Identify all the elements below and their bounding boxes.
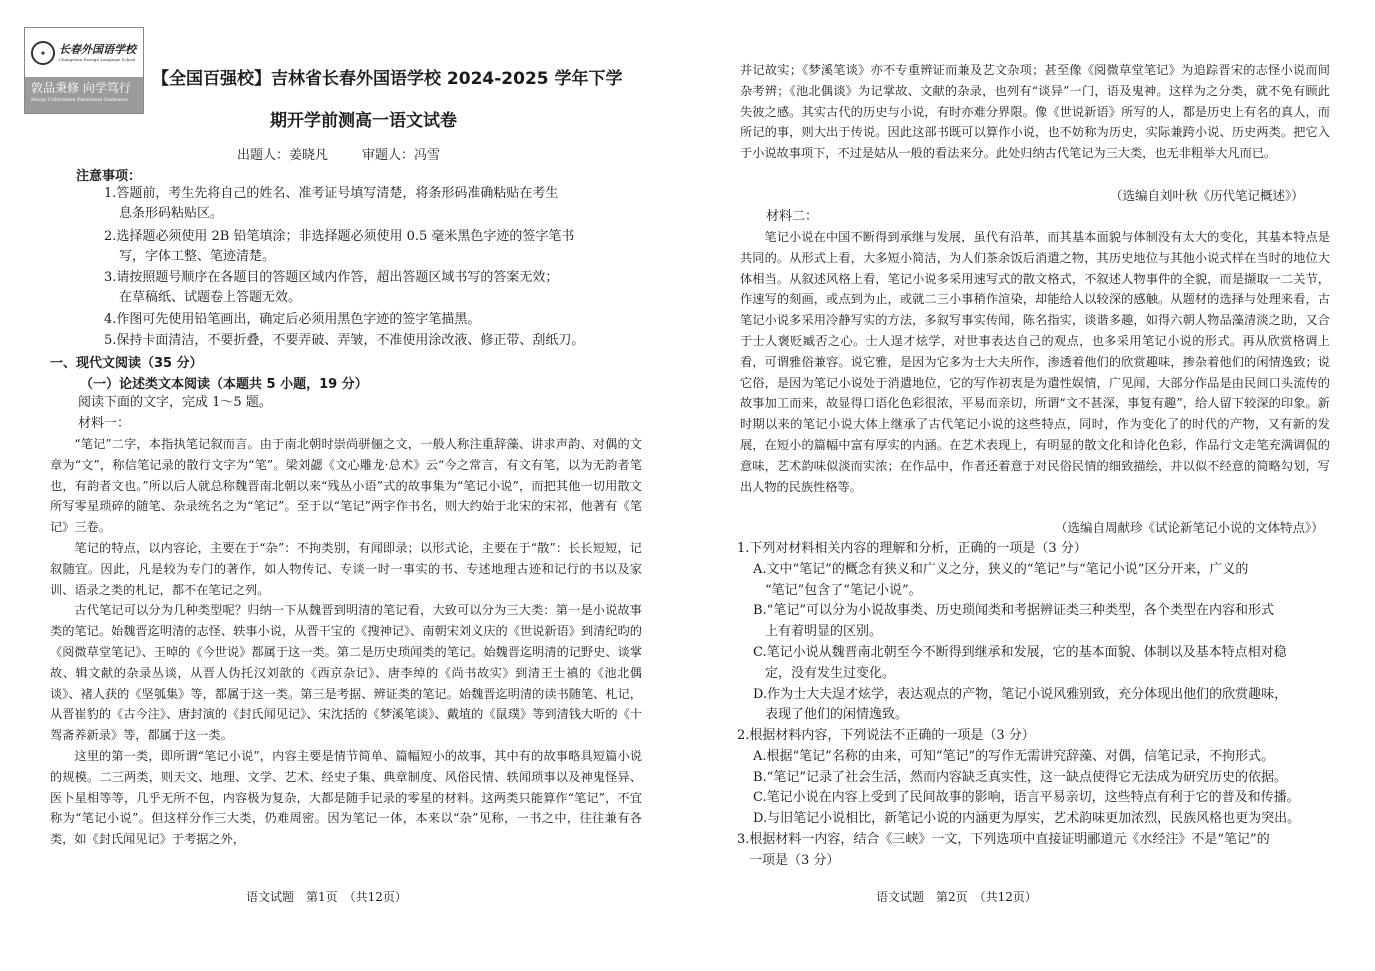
material1-source: （选编自刘叶秋《历代笔记概述》） bbox=[1110, 188, 1304, 203]
school-motto: 敦品秉修 向学笃行 bbox=[31, 81, 131, 95]
material2-label: 材料二： bbox=[766, 209, 819, 224]
reading-instruction: 阅读下面的文字，完成 1～5 题。 bbox=[78, 395, 272, 410]
school-logo bbox=[24, 27, 144, 114]
page-footer-right: 语文试题 第2页 （共12页） bbox=[876, 890, 1037, 904]
material1-label: 材料一： bbox=[78, 416, 131, 431]
option-c: C.笔记小说在内容上受到了民间故事的影响，语言平易亲切，这些特点有利于它的普及和传播。 bbox=[753, 790, 1300, 806]
note-item: 3.请按照题号顺序在各题目的答题区域内作答，超出答题区域书写的答案无效； 在草稿纸、试题卷上答题无效。 bbox=[104, 270, 559, 305]
question-2: 2.根据材料内容，下列说法不正确的一项是（3 分） A.根据“笔记”名称的由来，可知“笔记”的写作无需讲究辞藻、对偶，信笔记录，不拘形式。 B.“笔记”记录了社会生活，然而内容缺乏真实性，这一缺点使得它无法成为研究历史的依据。 C.笔记小说在内容上受到了民间故事的影响，语言平易亲切，这些特点有利于它的普及和传播。 D.与旧笔记小说相比，新笔记小说的内涵更为厚实，艺术韵味更加浓烈，民族风格也更为突出。 bbox=[737, 726, 1332, 830]
material2-source: （选编自周献珍《试论新笔记小说的文体特点》） bbox=[1055, 520, 1324, 535]
page-title-line1: 【全国百强校】吉林省长春外国语学校 2024-2025 学年下学 bbox=[152, 69, 623, 89]
option-a: A.文中“笔记”的概念有狭义和广义之分，狭义的“笔记”与“笔记小说”区分开来，广义的 “笔记”包含了“笔记小说”。 bbox=[753, 561, 1249, 598]
option-a: A.根据“笔记”名称的由来，可知“笔记”的写作无需讲究辞藻、对偶，信笔记录，不拘形式。 bbox=[753, 748, 1275, 764]
note-item: 1.答题前，考生先将自己的姓名、准考证号填写清楚，将条形码准确粘贴在考生 息条形码粘贴区。 bbox=[104, 186, 559, 221]
material1-paragraph: 这里的第一类，即所谓“笔记小说”，内容主要是情节简单、篇幅短小的故事，其中有的故事略具短篇小说的规模。二三两类，则天文、地理、文学、艺术、经史子集、典章制度、风俗民情、轶闻琐事以及神鬼怪异、医卜星相等等，几乎无所不包，内容极为复杂，大都是随手记录的零星的材料。这两类只能算作“笔记”，不宜称为“笔记小说”。但这样分作三大类，仍难周密。因为笔记一体，本来以“杂”见称，一书之中，往往兼有各类，如《封氏闻见记》于考据之外， bbox=[50, 748, 642, 847]
reviewer: 审题人：冯雪 bbox=[362, 148, 441, 163]
note-item: 4.作图可先使用铅笔画出，确定后必须用黑色字迹的签字笔描黑。 bbox=[104, 312, 481, 327]
option-d: D.作为士大夫逞才炫学，表达观点的产物，笔记小说风雅别致，充分体现出他们的欣赏趣味， 表现了他们的闲情逸致。 bbox=[753, 686, 1288, 723]
school-name: 长春外国语学校 bbox=[59, 43, 136, 56]
material2-body: 笔记小说在中国不断得到承继与发展，虽代有沿革，而其基本面貌与体制没有太大的变化，其基本特点是共同的。从形式上看，大多短小简洁，为人们茶余饭后消遣之物，其历史地位与其他小说式样在当时的地位大体相当。从叙述风格上看，笔记小说多采用速写式的散文格式，不叙述人物事件的全貌，而是撷取一二关节，作速写的刻画，或点到为止，或就二三小事稍作渲染，却能给人以较深的感触。从题材的选择与处理来看，古笔记小说多采用冷静写实的方法，多叙写事实传闻，陈名指实，谈谐多趣，如得六朝人物品藻清淡之助，又合于士人褒贬臧否之心。士人逞才炫学，对世事表达自己的观点，也多采用笔记小说的形式。再从欣赏格调上看，可谓雅俗兼容。说它雅，是因为它多为士大夫所作，渗透着他们的欣赏趣味，掺杂着他们的闲情逸致；说它俗，是因为笔记小说处于消遣地位，它的写作初衷是为遣性娱情，广见闻，大部分作品是由民间口头流传的故事加工而来，故显得口语化色彩很浓，平易而亲切，所谓“文不甚深，事复有趣”，给人留下较深的印象。新时期以来的笔记小说大体上继承了古代笔记小说的这些特点，同时，作为变化了的时代的产物，又有新的发展，在短小的篇幅中富有厚实的内涵。在艺术表现上，有明显的散文化和诗化色彩，作品行文走笔充满调侃的意味，艺术韵味似淡而实浓；在作品中，作者还着意于对民俗民情的细致描绘，并以似不经意的简略勾划，写出人物的民族性格等。 bbox=[740, 230, 1330, 494]
question-3: 3.根据材料一内容，结合《三峡》一文，下列选项中直接证明郦道元《水经注》不是“笔记”的 一项是（3 分） bbox=[737, 832, 1270, 868]
setter: 出题人：姜晓凡 bbox=[237, 148, 329, 163]
note-item: 2.选择题必须使用 2B 铅笔填涂；非选择题必须使用 0.5 毫米黑色字迹的签字笔书 写，字体工整、笔迹清楚。 bbox=[104, 229, 575, 264]
note-item: 5.保持卡面清洁，不要折叠，不要弄破、弄皱，不准使用涂改液、修正带、刮纸刀。 bbox=[104, 333, 585, 348]
notes-heading: 注意事项： bbox=[76, 169, 142, 184]
material1-paragraph: “笔记”二字，本指执笔记叙而言。由于南北朝时崇尚骈俪之文，一般人称注重辞藻、讲求声韵、对偶的文章为“文”，称信笔记录的散行文字为“笔”。梁刘勰《文心雕龙·总术》云“今之常言，有文有笔，以为无韵者笔也，有韵者文也。”所以后人就总称魏晋南北朝以来“残丛小语”式的故事集为“笔记小说”，而把其他一切用散文所写零星琐碎的随笔、杂录统名之为“笔记”。至于以“笔记”两字作书名，则大约始于北宋的宋祁，他著有《笔记》三卷。 bbox=[50, 437, 642, 535]
page-footer-left: 语文试题 第1页 （共12页） bbox=[246, 890, 407, 904]
page-title-line2: 期开学前测高一语文试卷 bbox=[270, 111, 457, 131]
authors bbox=[237, 144, 440, 163]
material1-body bbox=[50, 434, 642, 850]
school-seal-icon: ✦ bbox=[31, 41, 55, 65]
material1-paragraph: 笔记的特点，以内容论，主要在于“杂”：不拘类别，有闻即录；以形式论，主要在于“散”：长长短短，记叙随宜。因此，凡是较为专门的著作，如人物传记、专谈一时一事实的书、专述地理古迹和记行的书以及家训、语录之类的札记，都不在笔记之列。 bbox=[50, 540, 642, 597]
material1-continued: 并记故实；《梦溪笔谈》亦不专重辨证而兼及艺文杂项；甚至像《阅微草堂笔记》为追踪晋宋的志怪小说而间杂考辨；《池北偶谈》为记掌故、文献的杂录，也列有“谈异”一门，语及鬼神。这样为之分类，就不免有顾此失彼之感。其实古代的历史与小说，有时亦难分界限。像《世说新语》所写的人，都是历史上有名的真人，而所记的事，则大出于传说。因此这部书既可以算作小说，也不妨称为历史，实际兼跨小说、历史两类。把它入于小说故事项下，不过是姑从一般的看法来分。此处归纳古代笔记为三大类，也无非粗举大凡而已。 bbox=[740, 63, 1330, 161]
school-motto-en: Moral Cultivation Persistent Endeavor bbox=[31, 97, 129, 103]
material1-paragraph: 古代笔记可以分为几种类型呢？归纳一下从魏晋到明清的笔记看，大致可以分为三大类：第一是小说故事类的笔记。始魏晋迄明清的志怪、轶事小说，从晋干宝的《搜神记》、南朝宋刘义庆的《世说新语》到清纪昀的《阅微草堂笔记》、王晫的《今世说》都属于这一类。第二是历史琐闻类的笔记。始魏晋迄明清的记野史、谈掌故、辑文献的杂录丛谈，从晋人伪托汉刘歆的《西京杂记》、唐李绰的《尚书故实》到清王士禛的《池北偶谈》、褚人获的《坚瓠集》等，都属于这一类。第三是考据、辨证类的笔记。始魏晋迄明清的读书随笔、札记，从晋崔豹的《古今注》、唐封演的《封氏闻见记》、宋沈括的《梦溪笔谈》、戴埴的《鼠璞》等到清钱大昕的《十驾斋养新录》等，都属于这一类。 bbox=[50, 603, 642, 743]
school-name-en: Changchun Foreign Language School bbox=[59, 57, 136, 62]
section-title: 一、现代文阅读（35 分） bbox=[50, 356, 203, 371]
option-c: C.笔记小说从魏晋南北朝至今不断得到继承和发展，它的基本面貌、体制以及基本特点相对稳 定，没有发生过变化。 bbox=[753, 644, 1287, 681]
option-b: B.“笔记”可以分为小说故事类、历史琐闻类和考据辨证类三种类型，各个类型在内容和形式 上有着明显的区别。 bbox=[753, 603, 1274, 640]
option-d: D.与旧笔记小说相比，新笔记小说的内涵更为厚实，艺术韵味更加浓烈，民族风格也更为突出。 bbox=[753, 811, 1301, 827]
subsection-title: （一）论述类文本阅读（本题共 5 小题，19 分） bbox=[80, 377, 368, 392]
question-1: 1.下列对材料相关内容的理解和分析，正确的一项是（3 分） A.文中“笔记”的概念有狭义和广义之分，狭义的“笔记”与“笔记小说”区分开来，广义的 “笔记”包含了“笔记小说”。 B.“笔记”可以分为小说故事类、历史琐闻类和考据辨证类三种类型，各个类型在内容和形式 上有着明显的区别。 C.笔记小说从魏晋南北朝至今不断得到继承和发展，它的基本面貌、体制以及基本特点相对稳 定，没有发生过变化。 D.作为士大夫逞才炫学，表达观点的产物，笔记小说风雅别致，充分体现出他们的欣赏趣味， 表现了他们的闲情逸致。 bbox=[737, 539, 1332, 726]
option-b: B.“笔记”记录了社会生活，然而内容缺乏真实性，这一缺点使得它无法成为研究历史的依据。 bbox=[753, 769, 1287, 785]
